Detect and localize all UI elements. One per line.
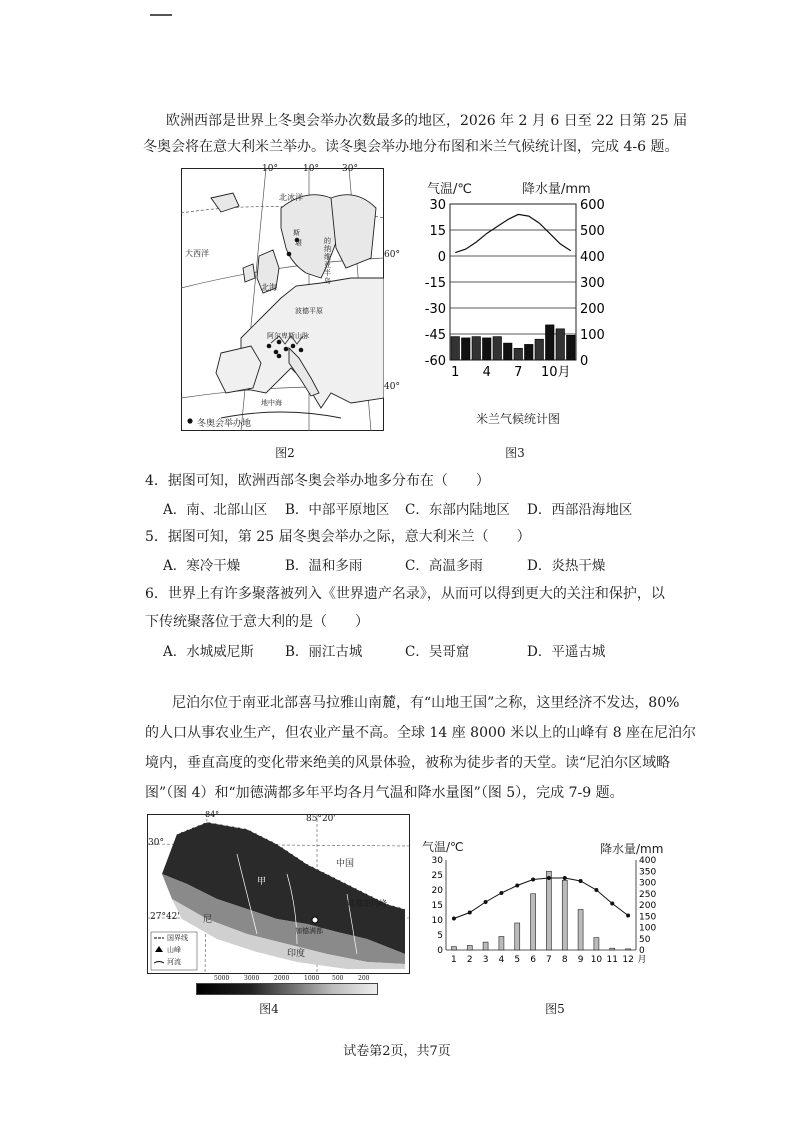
- precip-tick-label: 300: [580, 276, 605, 291]
- label-scandinavia-6: 亚: [324, 261, 331, 269]
- q6-stem-line1: 6．世界上有许多聚落被列入《世界遗产名录》，从而可以得到更大的关注和保护，以: [145, 586, 665, 602]
- elev-500: 500: [332, 975, 344, 982]
- legend-host-city: 冬奥会举办地: [197, 419, 252, 429]
- precip-tick-label: 500: [580, 224, 605, 239]
- precip-tick-label: 100: [639, 923, 657, 934]
- precip-tick-label: 200: [639, 901, 657, 911]
- label-china: 中国: [336, 859, 355, 869]
- label-everest: 珠穆朗玛峰: [347, 899, 387, 908]
- label-kathmandu: 加德满都: [295, 927, 323, 935]
- temp-tick-label: -30: [424, 302, 446, 317]
- precip-tick-label: 250: [639, 889, 657, 900]
- fig5-caption: 图5: [545, 1002, 565, 1016]
- fig2-lon-2: 10°: [303, 164, 319, 174]
- month-tick-label: 7: [514, 365, 523, 380]
- temp-point: [515, 884, 519, 888]
- precip-tick-label: 600: [580, 198, 605, 213]
- label-scandinavia-1: 斯: [293, 229, 300, 237]
- temp-tick-label: -45: [424, 328, 446, 343]
- month-tick-label: 7: [546, 955, 552, 965]
- temp-point: [626, 914, 630, 918]
- temp-point: [594, 888, 598, 892]
- q4-option-b[interactable]: B．中部平原地区: [285, 502, 390, 518]
- q6-option-b[interactable]: B．丽江古城: [285, 644, 363, 660]
- precip-bar: [556, 329, 565, 360]
- fig2-caption: 图2: [275, 446, 295, 460]
- precip-tick-label: 400: [580, 250, 605, 265]
- q6-option-a[interactable]: A．水城威尼斯: [163, 644, 254, 660]
- passage1-line2: 冬奥会将在意大利米兰举办。读冬奥会举办地分布图和米兰气候统计图，完成 4-6 题。: [143, 139, 679, 155]
- month-tick-label: 1: [451, 365, 460, 380]
- fig2-lon-3: 30°: [342, 164, 358, 174]
- precip-bar: [594, 938, 599, 950]
- fig4-lon-1: 84°: [205, 810, 220, 819]
- page-footer: 试卷第2页，共7页: [343, 1044, 451, 1059]
- precip-bar: [451, 337, 460, 360]
- fig2-lat-1: 60°: [384, 250, 400, 260]
- kathmandu-climate-chart: [418, 852, 668, 972]
- fig5-temp-label: 气温/℃: [422, 840, 464, 854]
- month-tick-label: 5: [514, 955, 521, 965]
- month-tick-label: 8: [561, 955, 568, 965]
- month-tick-label: 4: [498, 955, 505, 965]
- precip-bar: [578, 910, 583, 951]
- label-scandinavia-7: 半: [324, 269, 331, 277]
- fig4-lat-2: 27°42': [150, 912, 180, 922]
- label-scandinavia-2: 堪: [295, 239, 302, 247]
- precip-bar: [567, 335, 576, 360]
- precip-bar: [472, 337, 481, 360]
- label-polish-plain: 波德平原: [295, 307, 323, 315]
- precip-bar: [483, 942, 488, 950]
- precip-tick-label: 300: [639, 878, 657, 889]
- label-alps: 阿尔卑斯山脉: [267, 332, 309, 340]
- precip-bar: [483, 338, 492, 360]
- passage2-line4: 图”（图 4）和“加德满都多年平均各月气温和降水量图”（图 5），完成 7-9 题。: [145, 785, 624, 801]
- temp-point: [468, 911, 472, 915]
- legend-peak: 山峰: [167, 946, 181, 954]
- milan-climate-chart: [418, 192, 618, 382]
- precip-bar: [562, 880, 567, 950]
- precip-tick-label: 200: [580, 302, 605, 317]
- temp-tick-label: 15: [431, 901, 443, 911]
- temp-point: [579, 879, 583, 883]
- q4-option-a[interactable]: A．南、北部山区: [163, 502, 268, 518]
- temp-point: [610, 902, 614, 906]
- month-tick-label: 3: [482, 955, 489, 965]
- q6-option-c[interactable]: C．吴哥窟: [405, 644, 470, 660]
- month-tick-label: 4: [482, 365, 491, 380]
- precip-bar: [467, 946, 472, 951]
- fig3-title: 米兰气候统计图: [475, 412, 560, 426]
- q6-option-d[interactable]: D．平遥古城: [527, 644, 606, 660]
- temp-point: [547, 876, 551, 880]
- temp-point: [499, 891, 503, 895]
- q4-stem: 4．据图可知，欧洲西部冬奥会举办地多分布在（ ）: [145, 473, 490, 489]
- month-tick-label: 10月: [540, 365, 571, 380]
- q4-option-c[interactable]: C．东部内陆地区: [405, 502, 510, 518]
- temp-tick-label: 0: [437, 946, 443, 956]
- precip-tick-label: 400: [639, 856, 657, 866]
- q4-option-d[interactable]: D．西部沿海地区: [527, 502, 633, 518]
- month-tick-label: 9: [577, 955, 584, 965]
- temp-tick-label: 15: [429, 224, 446, 239]
- precip-tick-label: 150: [639, 912, 657, 923]
- q6-stem-line2: 下传统聚落位于意大利的是（ ）: [145, 614, 369, 630]
- temp-point: [452, 917, 456, 921]
- elev-200: 200: [358, 975, 370, 982]
- month-tick-label: 1: [451, 955, 457, 965]
- label-india: 印度: [287, 949, 306, 959]
- precip-tick-label: 100: [580, 328, 605, 343]
- legend-river: 河流: [167, 958, 181, 966]
- precip-bar: [626, 949, 631, 950]
- elev-1000: 1000: [304, 975, 320, 982]
- elevation-scale-bar: [196, 983, 378, 995]
- fig5-precip-label: 降水量/mm: [600, 842, 664, 856]
- precip-bar: [546, 325, 555, 360]
- fig2-lat-2: 40°: [384, 382, 400, 392]
- precip-bar: [462, 338, 471, 360]
- month-tick-label: 2: [466, 955, 473, 965]
- nepal-map: [147, 814, 410, 974]
- precip-bar: [515, 923, 520, 950]
- month-tick-label: 10: [590, 955, 603, 965]
- scan-mark: [150, 14, 172, 16]
- temp-point: [531, 878, 535, 882]
- precip-tick-label: 0: [580, 354, 589, 369]
- q5-option-c[interactable]: C．高温多雨: [405, 558, 483, 574]
- temp-tick-label: 0: [437, 250, 446, 265]
- elev-3000: 3000: [244, 975, 260, 982]
- month-tick-label: 月: [637, 955, 647, 965]
- precip-bar: [514, 348, 523, 360]
- month-tick-label: 12: [622, 955, 634, 965]
- label-scandinavia-8: 岛: [324, 277, 331, 285]
- label-nepal: 尼: [203, 915, 213, 925]
- passage1-line1: 欧洲西部是世界上冬奥会举办次数最多的地区，2026 年 2 月 6 日至 22 日第 25 届: [166, 113, 688, 129]
- q5-option-b[interactable]: B．温和多雨: [285, 558, 363, 574]
- precip-bar: [531, 894, 536, 950]
- temp-tick-label: 30: [431, 856, 443, 866]
- europe-map: [181, 168, 384, 431]
- fig2-lon-1: 10°: [262, 164, 278, 174]
- temp-tick-label: 25: [431, 871, 443, 881]
- fig3-precip-label: 降水量/mm: [522, 182, 591, 197]
- precip-bar: [525, 344, 534, 360]
- month-tick-label: 11: [606, 955, 618, 965]
- fig4-lon-2: 85°20': [306, 814, 336, 824]
- legend-border: 国界线: [167, 934, 188, 942]
- precip-bar: [610, 948, 615, 950]
- precip-bar: [546, 871, 551, 950]
- passage2-line1: 尼泊尔位于南亚北部喜马拉雅山南麓，有“山地王国”之称，这里经济不发达，80%: [172, 695, 680, 711]
- precip-bar: [535, 339, 544, 360]
- passage2-line3: 境内，垂直高度的变化带来绝美的风景体验，被称为徒步者的天堂。读“尼泊尔区域略: [145, 755, 671, 771]
- temp-line: [454, 878, 628, 919]
- temp-tick-label: 20: [431, 886, 443, 896]
- elev-5000: 5000: [214, 975, 230, 982]
- label-atlantic: 大西洋: [185, 249, 209, 258]
- label-scandinavia-4: 纳: [324, 245, 331, 253]
- label-scandinavia-3: 的: [324, 237, 331, 245]
- label-mediterranean: 地中海: [261, 399, 282, 407]
- fig3-temp-label: 气温/℃: [427, 182, 472, 197]
- precip-tick-label: 0: [639, 946, 645, 956]
- precip-bar: [493, 337, 502, 360]
- q5-option-a[interactable]: A．寒冷干燥: [163, 558, 241, 574]
- month-tick-label: 6: [530, 955, 536, 965]
- label-scandinavia-5: 维: [324, 253, 331, 261]
- temp-tick-label: 30: [429, 198, 446, 213]
- fig4-caption: 图4: [259, 1002, 279, 1016]
- precip-bar: [451, 947, 456, 950]
- elev-2000: 2000: [274, 975, 290, 982]
- label-arctic-ocean: 北冰洋: [279, 193, 303, 202]
- temp-line: [455, 214, 571, 252]
- precip-tick-label: 50: [639, 934, 651, 945]
- temp-tick-label: -60: [424, 354, 446, 369]
- label-north-sea: 北海: [261, 283, 277, 292]
- fig3-caption: 图3: [505, 446, 525, 460]
- precip-tick-label: 350: [639, 867, 657, 878]
- temp-point: [563, 876, 567, 880]
- passage2-line2: 的人口从事农业生产，但农业产量不高。全球 14 座 8000 米以上的山峰有 8 座在尼泊尔: [145, 725, 697, 741]
- temp-point: [484, 900, 488, 904]
- label-jia: 甲: [257, 877, 267, 887]
- fig4-lat-1: 30°: [148, 838, 164, 848]
- precip-bar: [504, 343, 513, 360]
- temp-tick-label: -15: [424, 276, 446, 291]
- q5-option-d[interactable]: D．炎热干燥: [527, 558, 606, 574]
- temp-tick-label: 5: [437, 931, 443, 941]
- q5-stem: 5．据图可知，第 25 届冬奥会举办之际，意大利米兰（ ）: [145, 529, 531, 545]
- temp-tick-label: 10: [431, 916, 443, 926]
- precip-bar: [499, 937, 504, 951]
